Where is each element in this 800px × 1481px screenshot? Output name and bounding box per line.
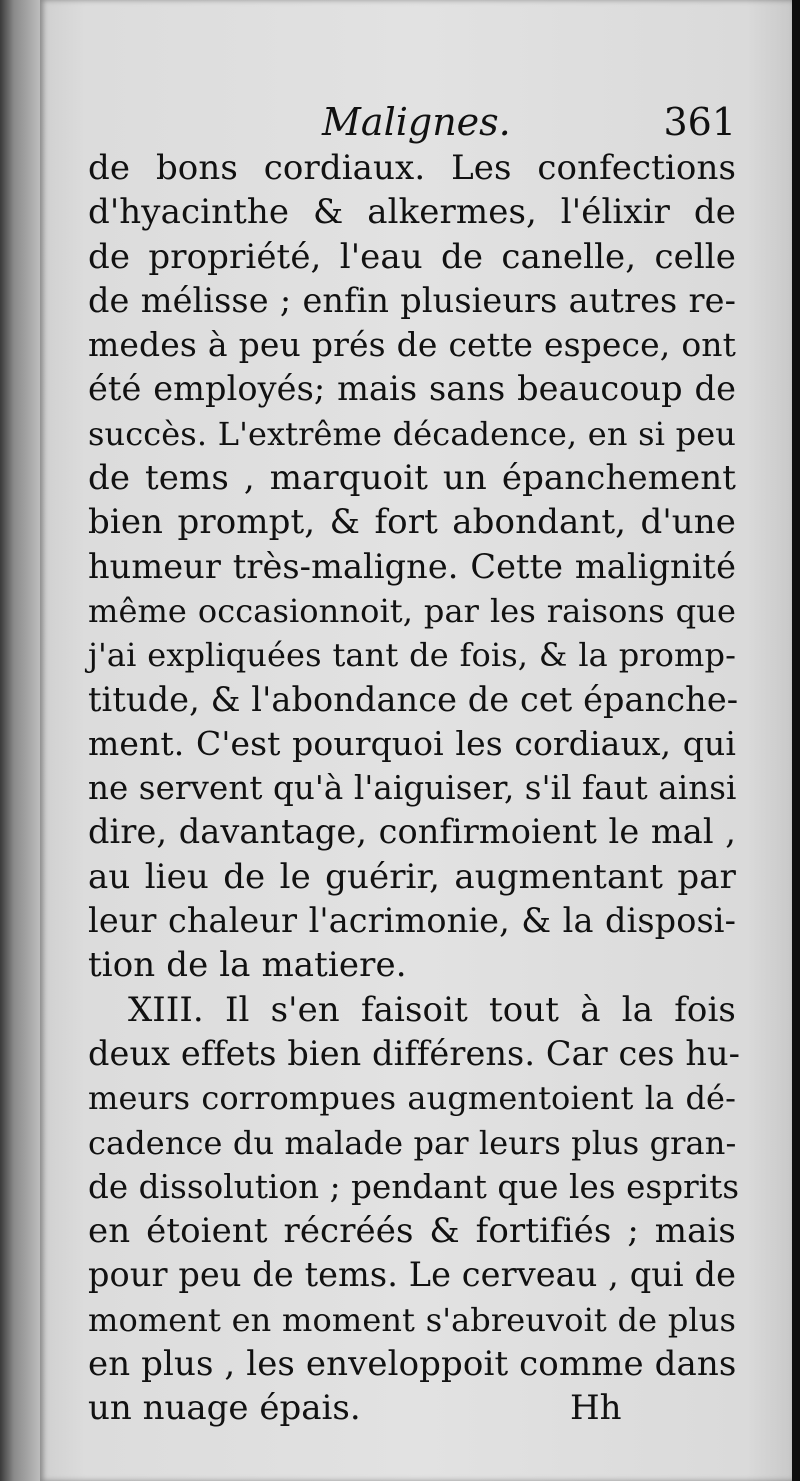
- text-line: de propriété, l'eau de canelle, celle: [88, 236, 736, 277]
- text-line: cadence du malade par leurs plus gran-: [88, 1123, 737, 1162]
- text-line-last: un nuage épais.: [88, 1388, 361, 1429]
- text-line: même occasionnoit, par les raisons que: [88, 591, 736, 630]
- running-title: Malignes.: [322, 100, 511, 144]
- text-line: leur chaleur l'acrimonie, & la disposi-: [88, 901, 736, 941]
- text-line: de dissolution ; pendant que les esprits: [88, 1167, 740, 1206]
- text-line: meurs corrompues augmentoient la dé-: [88, 1079, 736, 1118]
- text-line: medes à peu prés de cette espece, ont: [88, 325, 736, 365]
- text-line: dire, davantage, confirmoient le mal ,: [88, 812, 736, 852]
- text-line: été employés; mais sans beaucoup de: [88, 369, 736, 409]
- page-number: 361: [663, 100, 736, 144]
- page-text-block: [88, 100, 741, 1430]
- text-line: en étoient récréés & fortifiés ; mais: [88, 1211, 736, 1252]
- text-line: de mélisse ; enfin plusieurs autres re-: [88, 280, 736, 320]
- text-line: ment. C'est pourquoi les cordiaux, qui: [88, 723, 736, 763]
- text-line: succès. L'extrême décadence, en si peu: [88, 414, 736, 453]
- text-line: pour peu de tems. Le cerveau , qui de: [88, 1255, 736, 1295]
- book-gutter: [0, 0, 40, 1481]
- page-header: [88, 100, 736, 146]
- text-line: d'hyacinthe & alkermes, l'élixir de: [88, 192, 736, 233]
- body-text: [88, 146, 741, 1386]
- text-line: titude, & l'abondance de cet épanche-: [88, 679, 739, 719]
- text-line: j'ai expliquées tant de fois, & la promp-: [88, 636, 736, 675]
- page-footer: [88, 1386, 736, 1430]
- text-line: XIII. Il s'en faisoit tout à la fois: [128, 989, 736, 1030]
- text-line: deux effets bien différens. Car ces hu-: [88, 1033, 741, 1073]
- text-line: moment en moment s'abreuvoit de plus: [88, 1300, 736, 1339]
- text-line: ne servent qu'à l'aiguiser, s'il faut ainsi: [88, 769, 737, 808]
- text-line: bien prompt, & fort abondant, d'une: [88, 502, 736, 543]
- text-line: au lieu de le guérir, augmentant par: [88, 856, 736, 897]
- page-edge-shadow: [792, 0, 800, 1481]
- text-line: en plus , les enveloppoit comme dans: [88, 1344, 737, 1385]
- text-line: tion de la matiere.: [88, 945, 407, 986]
- text-line: humeur très-maligne. Cette malignité: [88, 546, 736, 586]
- text-line: de tems , marquoit un épanchement: [88, 458, 736, 499]
- text-line: de bons cordiaux. Les confections: [88, 148, 736, 188]
- catchword: Hh: [570, 1388, 622, 1429]
